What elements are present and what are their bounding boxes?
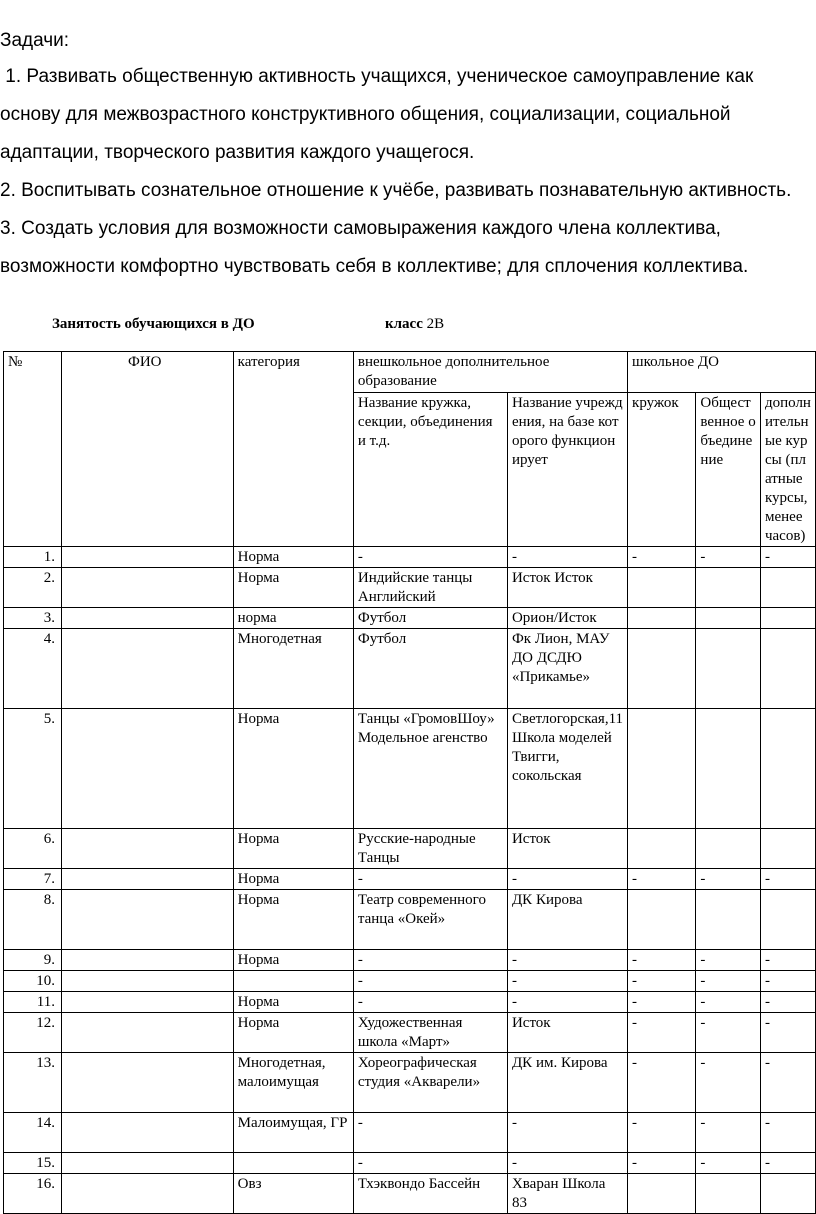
cell-circle: -: [628, 950, 696, 971]
cell-club: Хореографическая студия «Акварели»: [353, 1053, 507, 1113]
table-row: [4, 1053, 816, 1113]
cell-circle: -: [628, 547, 696, 568]
cell-club: -: [353, 869, 507, 890]
cell-fio: [62, 629, 234, 709]
cell-extra-courses: [760, 1174, 815, 1214]
table-row: [4, 971, 816, 992]
cell-fio: [62, 971, 234, 992]
cell-num: 3.: [4, 608, 62, 629]
cell-club: Русские-народные Танцы: [353, 829, 507, 869]
cell-club: Индийские танцы Английский: [353, 568, 507, 608]
cell-num: 15.: [4, 1153, 62, 1174]
cell-public-assoc: [696, 1174, 761, 1214]
cell-extra-courses: [760, 568, 815, 608]
header-num: №: [4, 352, 62, 547]
cell-num: 1.: [4, 547, 62, 568]
cell-public-assoc: [696, 608, 761, 629]
cell-extra-courses: -: [760, 971, 815, 992]
employment-table: [3, 351, 816, 1214]
cell-club: Художественная школа «Март»: [353, 1013, 507, 1053]
cell-extra-courses: -: [760, 950, 815, 971]
table-row: [4, 629, 816, 709]
cell-num: 7.: [4, 869, 62, 890]
cell-fio: [62, 1153, 234, 1174]
cell-public-assoc: -: [696, 869, 761, 890]
cell-institution: -: [507, 1153, 627, 1174]
cell-fio: [62, 709, 234, 829]
table-row: [4, 890, 816, 950]
cell-institution: Хваран Школа 83: [507, 1174, 627, 1214]
cell-fio: [62, 1174, 234, 1214]
task-item-3: 3. Создать условия для возможности самовыражения каждого члена коллектива, возможности комфортно чувствовать себя в коллективе; для сплочения коллектива.: [0, 218, 749, 277]
cell-circle: [628, 890, 696, 950]
cell-club: Театр современного танца «Окей»: [353, 890, 507, 950]
cell-public-assoc: -: [696, 1053, 761, 1113]
header-public-assoc: Общественное объединение: [696, 393, 761, 547]
cell-category: Многодетная: [233, 629, 353, 709]
cell-circle: [628, 1174, 696, 1214]
table-row: [4, 869, 816, 890]
cell-public-assoc: -: [696, 547, 761, 568]
cell-institution: Фк Лион, МАУ ДО ДСДЮ «Прикамье»: [507, 629, 627, 709]
cell-circle: -: [628, 1053, 696, 1113]
task-item-1: 1. Развивать общественную активность учащихся, ученическое самоуправление как основу для межвозрастного конструктивного общения, социализации, социальной адаптации, творческого развития каждого учащегося.: [0, 66, 759, 163]
cell-category: Норма: [233, 547, 353, 568]
header-external: внешкольное дополнительное образование: [353, 352, 627, 393]
cell-extra-courses: -: [760, 869, 815, 890]
cell-circle: -: [628, 1113, 696, 1153]
cell-extra-courses: [760, 608, 815, 629]
cell-public-assoc: -: [696, 950, 761, 971]
table-row: [4, 568, 816, 608]
cell-category: Норма: [233, 890, 353, 950]
cell-institution: Исток: [507, 829, 627, 869]
cell-fio: [62, 568, 234, 608]
cell-public-assoc: -: [696, 992, 761, 1013]
cell-institution: ДК Кирова: [507, 890, 627, 950]
cell-institution: -: [507, 971, 627, 992]
header-circle: кружок: [628, 393, 696, 547]
table-row: [4, 1174, 816, 1214]
cell-club: -: [353, 950, 507, 971]
cell-extra-courses: [760, 629, 815, 709]
cell-fio: [62, 1013, 234, 1053]
cell-fio: [62, 992, 234, 1013]
header-category: категория: [233, 352, 353, 547]
cell-public-assoc: -: [696, 971, 761, 992]
cell-fio: [62, 869, 234, 890]
caption-title: Занятость обучающихся в ДО: [52, 316, 255, 332]
cell-num: 13.: [4, 1053, 62, 1113]
header-institution: Название учреждения, на базе которого функционирует: [507, 393, 627, 547]
table-row: [4, 608, 816, 629]
cell-extra-courses: [760, 829, 815, 869]
task-item-2: 2. Воспитывать сознательное отношение к учёбе, развивать познавательную активность.: [0, 180, 792, 201]
cell-extra-courses: -: [760, 1053, 815, 1113]
cell-circle: -: [628, 1013, 696, 1053]
cell-num: 11.: [4, 992, 62, 1013]
cell-num: 2.: [4, 568, 62, 608]
cell-institution: -: [507, 992, 627, 1013]
cell-category: Норма: [233, 709, 353, 829]
tasks-heading: Задачи:: [0, 30, 70, 51]
cell-circle: -: [628, 992, 696, 1013]
cell-circle: [628, 568, 696, 608]
cell-institution: -: [507, 547, 627, 568]
cell-category: [233, 971, 353, 992]
cell-extra-courses: -: [760, 1113, 815, 1153]
cell-fio: [62, 829, 234, 869]
cell-fio: [62, 950, 234, 971]
cell-club: Футбол: [353, 608, 507, 629]
cell-fio: [62, 608, 234, 629]
cell-public-assoc: -: [696, 1013, 761, 1053]
cell-num: 12.: [4, 1013, 62, 1053]
table-body: [4, 547, 816, 1214]
cell-num: 5.: [4, 709, 62, 829]
cell-public-assoc: [696, 829, 761, 869]
cell-category: Многодетная, малоимущая: [233, 1053, 353, 1113]
cell-circle: [628, 608, 696, 629]
cell-extra-courses: [760, 709, 815, 829]
cell-extra-courses: -: [760, 547, 815, 568]
cell-fio: [62, 1053, 234, 1113]
cell-club: -: [353, 1153, 507, 1174]
cell-club: -: [353, 547, 507, 568]
cell-num: 4.: [4, 629, 62, 709]
table-row: [4, 992, 816, 1013]
cell-num: 10.: [4, 971, 62, 992]
cell-circle: [628, 829, 696, 869]
cell-num: 16.: [4, 1174, 62, 1214]
cell-category: Норма: [233, 869, 353, 890]
cell-category: Норма: [233, 1013, 353, 1053]
cell-num: 14.: [4, 1113, 62, 1153]
cell-num: 6.: [4, 829, 62, 869]
table-row: [4, 1113, 816, 1153]
cell-circle: [628, 709, 696, 829]
cell-institution: -: [507, 869, 627, 890]
caption-class: [385, 316, 444, 333]
cell-institution: -: [507, 1113, 627, 1153]
cell-club: -: [353, 992, 507, 1013]
table-row: [4, 1013, 816, 1053]
table-row: [4, 709, 816, 829]
cell-category: Малоимущая, ГР: [233, 1113, 353, 1153]
cell-institution: Орион/Исток: [507, 608, 627, 629]
cell-club: Тхэквондо Бассейн: [353, 1174, 507, 1214]
cell-institution: ДК им. Кирова: [507, 1053, 627, 1113]
cell-extra-courses: [760, 890, 815, 950]
cell-public-assoc: -: [696, 1153, 761, 1174]
cell-institution: Исток: [507, 1013, 627, 1053]
cell-circle: -: [628, 971, 696, 992]
cell-public-assoc: [696, 890, 761, 950]
cell-extra-courses: -: [760, 1153, 815, 1174]
cell-fio: [62, 547, 234, 568]
header-club-name: Название кружка, секции, объединения и т.д.: [353, 393, 507, 547]
cell-club: -: [353, 971, 507, 992]
cell-circle: [628, 629, 696, 709]
cell-category: Норма: [233, 829, 353, 869]
cell-club: -: [353, 1113, 507, 1153]
cell-num: 8.: [4, 890, 62, 950]
cell-fio: [62, 1113, 234, 1153]
cell-category: Норма: [233, 950, 353, 971]
table-row: [4, 1153, 816, 1174]
cell-institution: -: [507, 950, 627, 971]
cell-extra-courses: -: [760, 1013, 815, 1053]
cell-circle: -: [628, 869, 696, 890]
table-row: [4, 547, 816, 568]
header-fio: ФИО: [62, 352, 234, 547]
cell-public-assoc: [696, 709, 761, 829]
cell-public-assoc: -: [696, 1113, 761, 1153]
cell-category: норма: [233, 608, 353, 629]
cell-category: Норма: [233, 992, 353, 1013]
cell-category: Овз: [233, 1174, 353, 1214]
tasks-section: [0, 24, 816, 286]
cell-institution: Светлогорская,11 Школа моделей Твигги, сокольская: [507, 709, 627, 829]
caption-class-label: класс: [385, 316, 423, 332]
cell-public-assoc: [696, 629, 761, 709]
cell-circle: -: [628, 1153, 696, 1174]
cell-category: Норма: [233, 568, 353, 608]
cell-category: [233, 1153, 353, 1174]
cell-institution: Исток Исток: [507, 568, 627, 608]
header-extra-courses: дополнительные курсы (платные курсы, менее часов): [760, 393, 815, 547]
cell-fio: [62, 890, 234, 950]
cell-club: Футбол: [353, 629, 507, 709]
cell-extra-courses: -: [760, 992, 815, 1013]
cell-club: Танцы «ГромовШоу» Модельное агенство: [353, 709, 507, 829]
table-row: [4, 829, 816, 869]
cell-num: 9.: [4, 950, 62, 971]
cell-public-assoc: [696, 568, 761, 608]
caption-class-value: 2В: [422, 316, 445, 332]
table-row: [4, 950, 816, 971]
header-school: школьное ДО: [628, 352, 816, 393]
